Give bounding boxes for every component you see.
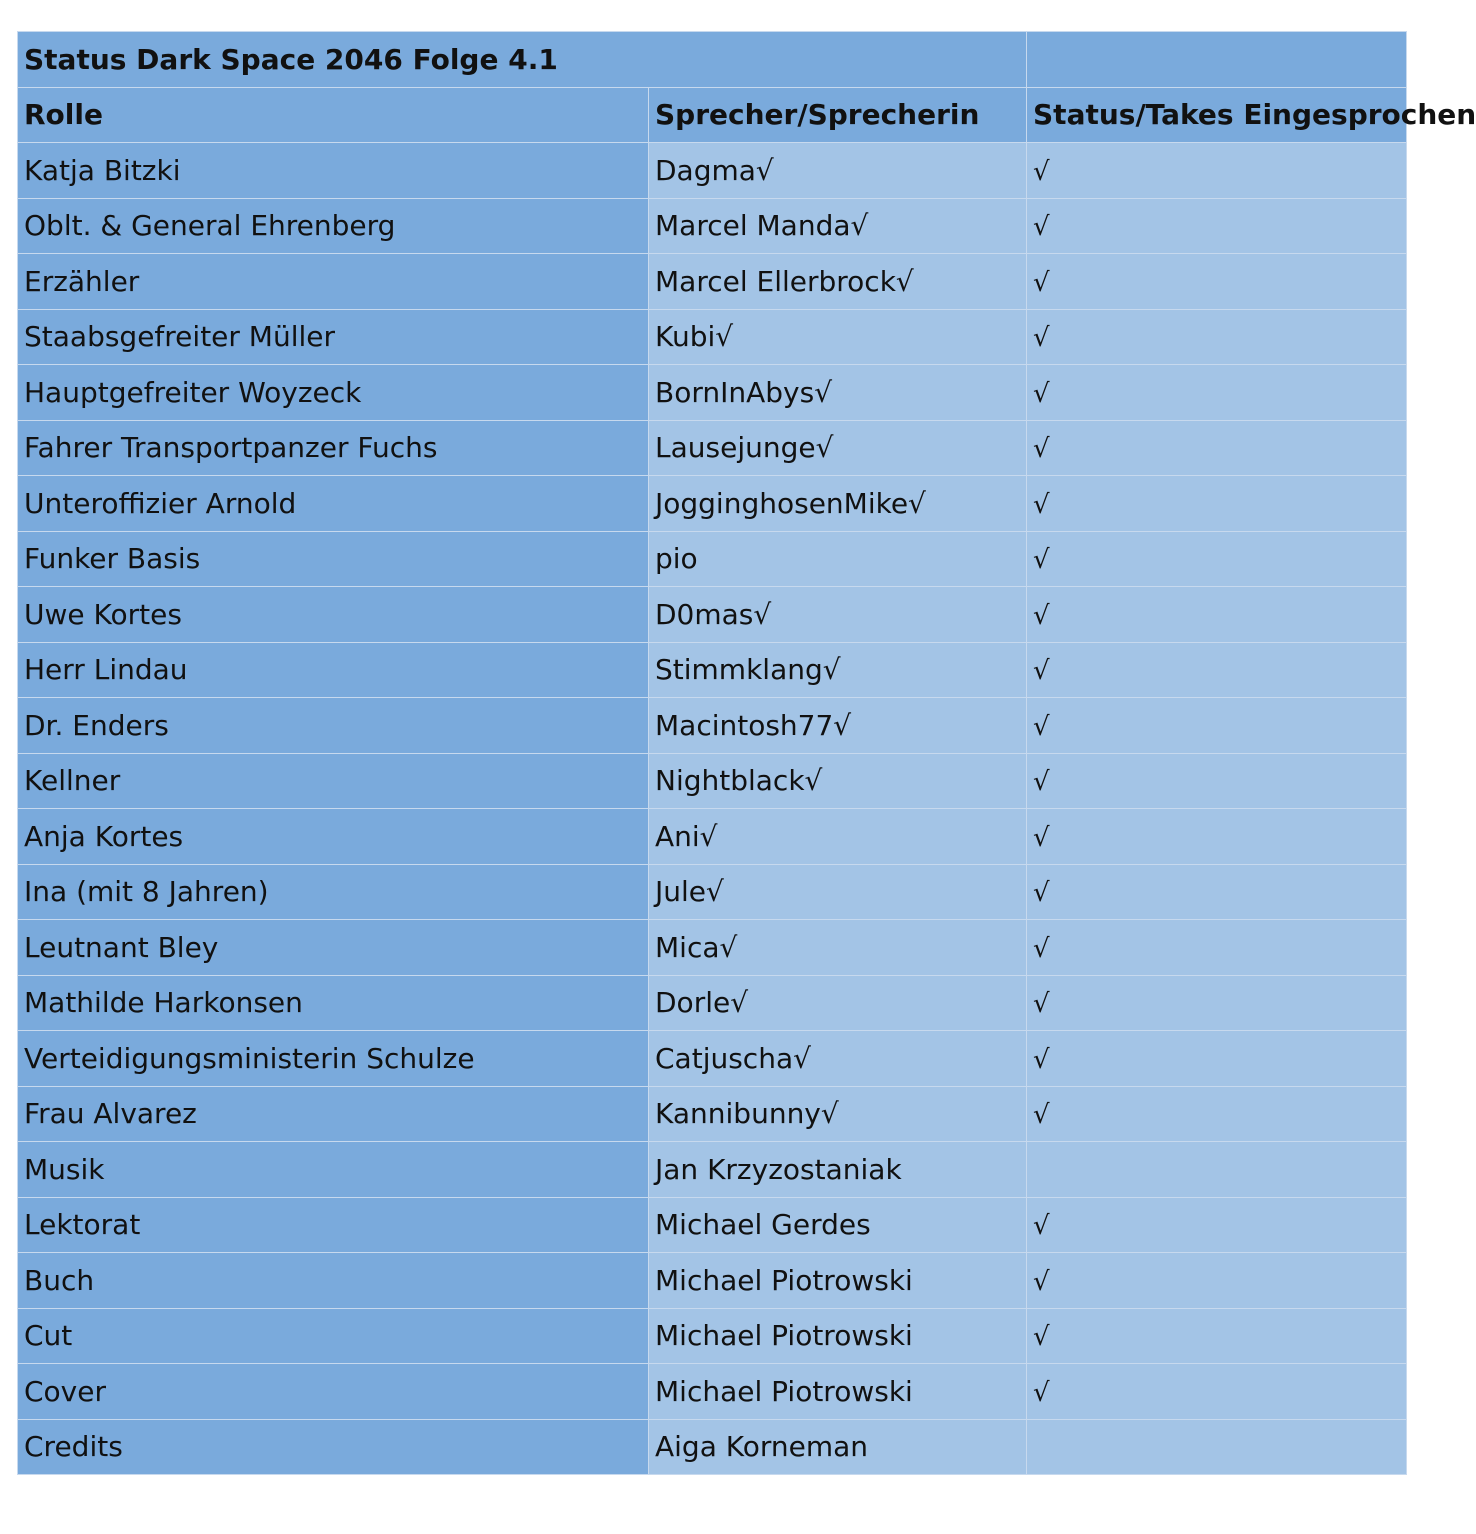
table-row: [18, 1031, 1407, 1087]
header-speaker: Sprecher/Sprecherin: [649, 87, 1027, 143]
check-mark-icon: √: [1033, 156, 1050, 187]
status-cell: [1027, 365, 1407, 421]
speaker-cell: Aiga Korneman: [649, 1419, 1027, 1475]
table-row: [18, 753, 1407, 809]
table-row: [18, 698, 1407, 754]
role-cell: Katja Bitzki: [18, 143, 649, 199]
status-cell: [1027, 1142, 1407, 1198]
role-cell: Unteroffizier Arnold: [18, 476, 649, 532]
header-status: Status/Takes Eingesprochen: [1027, 87, 1407, 143]
speaker-cell: Macintosh77√: [649, 698, 1027, 754]
check-mark-icon: √: [1033, 989, 1050, 1020]
status-cell: [1027, 1086, 1407, 1142]
table-row: [18, 1308, 1407, 1364]
status-cell: [1027, 1364, 1407, 1420]
speaker-cell: Marcel Manda√: [649, 198, 1027, 254]
check-mark-icon: √: [1033, 323, 1050, 354]
role-cell: Erzähler: [18, 254, 649, 310]
status-cell: [1027, 642, 1407, 698]
status-cell: [1027, 920, 1407, 976]
role-cell: Credits: [18, 1419, 649, 1475]
table-row: [18, 254, 1407, 310]
status-cell: [1027, 809, 1407, 865]
table-row: [18, 1086, 1407, 1142]
speaker-cell: Jule√: [649, 864, 1027, 920]
role-cell: Lektorat: [18, 1197, 649, 1253]
speaker-cell: Michael Gerdes: [649, 1197, 1027, 1253]
role-cell: Buch: [18, 1253, 649, 1309]
status-cell: [1027, 1419, 1407, 1475]
status-cell: [1027, 531, 1407, 587]
role-cell: Herr Lindau: [18, 642, 649, 698]
table-row: [18, 920, 1407, 976]
table-row: [18, 1197, 1407, 1253]
table-row: [18, 198, 1407, 254]
table-row: [18, 1142, 1407, 1198]
role-cell: Ina (mit 8 Jahren): [18, 864, 649, 920]
role-cell: Hauptgefreiter Woyzeck: [18, 365, 649, 421]
table-row: [18, 143, 1407, 199]
table-row: [18, 476, 1407, 532]
table-body: [18, 32, 1476, 1475]
speaker-cell: Kubi√: [649, 309, 1027, 365]
check-mark-icon: √: [1033, 1044, 1050, 1075]
role-cell: Frau Alvarez: [18, 1086, 649, 1142]
speaker-cell: Catjuscha√: [649, 1031, 1027, 1087]
role-cell: Staabsgefreiter Müller: [18, 309, 649, 365]
role-cell: Cut: [18, 1308, 649, 1364]
table-row: [18, 642, 1407, 698]
table-row: [18, 864, 1407, 920]
status-cell: [1027, 1308, 1407, 1364]
header-row: [18, 87, 1407, 143]
check-mark-icon: √: [1033, 1266, 1050, 1297]
check-mark-icon: √: [1033, 378, 1050, 409]
role-cell: Uwe Kortes: [18, 587, 649, 643]
table-row: [18, 420, 1407, 476]
role-cell: Kellner: [18, 753, 649, 809]
status-cell: [1027, 254, 1407, 310]
speaker-cell: Nightblack√: [649, 753, 1027, 809]
status-cell: [1027, 420, 1407, 476]
table-row: [18, 809, 1407, 865]
status-cell: [1027, 1031, 1407, 1087]
check-mark-icon: √: [1033, 545, 1050, 576]
speaker-cell: Michael Piotrowski: [649, 1364, 1027, 1420]
check-mark-icon: √: [1033, 434, 1050, 465]
status-cell: [1027, 198, 1407, 254]
status-table: [17, 31, 1476, 1475]
table-row: [18, 975, 1407, 1031]
header-role: Rolle: [18, 87, 649, 143]
speaker-cell: Michael Piotrowski: [649, 1253, 1027, 1309]
table-title: Status Dark Space 2046 Folge 4.1: [18, 32, 1027, 88]
title-empty-cell: [1027, 32, 1407, 88]
table-row: [18, 1364, 1407, 1420]
speaker-cell: Dagma√: [649, 143, 1027, 199]
check-mark-icon: √: [1033, 711, 1050, 742]
check-mark-icon: √: [1033, 933, 1050, 964]
speaker-cell: Jan Krzyzostaniak: [649, 1142, 1027, 1198]
status-cell: [1027, 698, 1407, 754]
speaker-cell: Ani√: [649, 809, 1027, 865]
status-cell: [1027, 1253, 1407, 1309]
role-cell: Oblt. & General Ehrenberg: [18, 198, 649, 254]
status-cell: [1027, 864, 1407, 920]
check-mark-icon: √: [1033, 1322, 1050, 1353]
role-cell: Verteidigungsministerin Schulze: [18, 1031, 649, 1087]
check-mark-icon: √: [1033, 267, 1050, 298]
table-row: [18, 365, 1407, 421]
status-cell: [1027, 1197, 1407, 1253]
check-mark-icon: √: [1033, 1377, 1050, 1408]
status-cell: [1027, 143, 1407, 199]
speaker-cell: JogginghosenMike√: [649, 476, 1027, 532]
check-mark-icon: √: [1033, 1100, 1050, 1131]
speaker-cell: Kannibunny√: [649, 1086, 1027, 1142]
speaker-cell: Michael Piotrowski: [649, 1308, 1027, 1364]
speaker-cell: Lausejunge√: [649, 420, 1027, 476]
role-cell: Musik: [18, 1142, 649, 1198]
role-cell: Funker Basis: [18, 531, 649, 587]
speaker-cell: pio: [649, 531, 1027, 587]
check-mark-icon: √: [1033, 600, 1050, 631]
speaker-cell: BornInAbys√: [649, 365, 1027, 421]
speaker-cell: Stimmklang√: [649, 642, 1027, 698]
check-mark-icon: √: [1033, 822, 1050, 853]
check-mark-icon: √: [1033, 767, 1050, 798]
status-cell: [1027, 476, 1407, 532]
status-cell: [1027, 975, 1407, 1031]
speaker-cell: Marcel Ellerbrock√: [649, 254, 1027, 310]
status-cell: [1027, 587, 1407, 643]
speaker-cell: Mica√: [649, 920, 1027, 976]
title-row: [18, 32, 1407, 88]
check-mark-icon: √: [1033, 212, 1050, 243]
speaker-cell: Dorle√: [649, 975, 1027, 1031]
check-mark-icon: √: [1033, 1211, 1050, 1242]
status-cell: [1027, 753, 1407, 809]
table-row: [18, 531, 1407, 587]
role-cell: Dr. Enders: [18, 698, 649, 754]
table-row: [18, 587, 1407, 643]
role-cell: Anja Kortes: [18, 809, 649, 865]
speaker-cell: D0mas√: [649, 587, 1027, 643]
role-cell: Cover: [18, 1364, 649, 1420]
check-mark-icon: √: [1033, 656, 1050, 687]
role-cell: Fahrer Transportpanzer Fuchs: [18, 420, 649, 476]
table-row: [18, 1253, 1407, 1309]
check-mark-icon: √: [1033, 878, 1050, 909]
status-cell: [1027, 309, 1407, 365]
table-row: [18, 309, 1407, 365]
check-mark-icon: √: [1033, 489, 1050, 520]
role-cell: Leutnant Bley: [18, 920, 649, 976]
role-cell: Mathilde Harkonsen: [18, 975, 649, 1031]
table-row: [18, 1419, 1407, 1475]
